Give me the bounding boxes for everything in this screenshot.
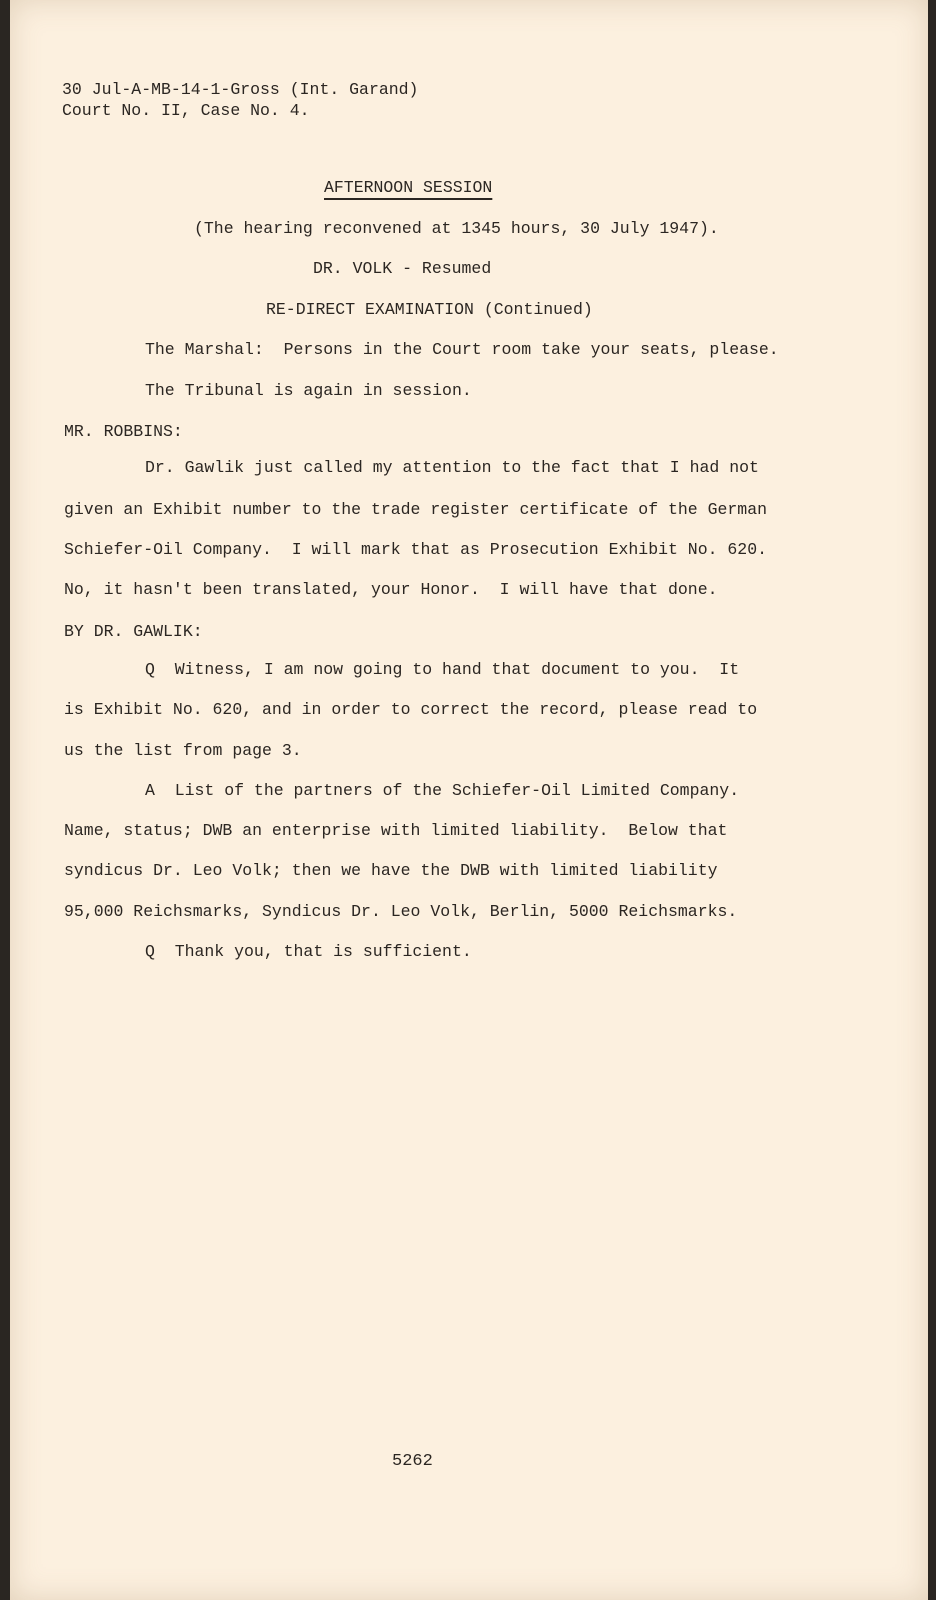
speaker-label: BY DR. GAWLIK: (64, 622, 203, 641)
transcript-line: is Exhibit No. 620, and in order to correct the record, please read to (64, 700, 758, 719)
transcript-line: A List of the partners of the Schiefer-Oil Limited Company. (145, 781, 740, 800)
speaker-label: MR. ROBBINS: (64, 422, 183, 441)
transcript-line: syndicus Dr. Leo Volk; then we have the DWB with limited liability (64, 861, 718, 880)
transcript-line: Dr. Gawlik just called my attention to the fact that I had not (145, 458, 759, 477)
transcript-line: given an Exhibit number to the trade register certificate of the German (64, 500, 768, 519)
examination-heading: RE-DIRECT EXAMINATION (Continued) (266, 300, 593, 319)
transcript-line: Q Witness, I am now going to hand that document to you. It (145, 660, 740, 679)
transcript-line: The Marshal: Persons in the Court room take your seats, please. (145, 340, 779, 359)
header-case-reference: 30 Jul-A-MB-14-1-Gross (Int. Garand) (62, 80, 419, 99)
transcript-line: 95,000 Reichsmarks, Syndicus Dr. Leo Volk, Berlin, 5000 Reichsmarks. (64, 902, 738, 921)
transcript-line: Name, status; DWB an enterprise with limited liability. Below that (64, 821, 728, 840)
session-title: AFTERNOON SESSION (324, 178, 493, 197)
transcript-line: The Tribunal is again in session. (145, 381, 472, 400)
reconvened-note: (The hearing reconvened at 1345 hours, 30 July 1947). (194, 219, 719, 238)
transcript-line: No, it hasn't been translated, your Honor. I will have that done. (64, 580, 718, 599)
document-page (10, 0, 928, 1600)
transcript-line: us the list from page 3. (64, 741, 302, 760)
witness-heading: DR. VOLK - Resumed (313, 259, 492, 278)
header-court-number: Court No. II, Case No. 4. (62, 101, 310, 120)
transcript-line: Q Thank you, that is sufficient. (145, 942, 472, 961)
transcript-line: Schiefer-Oil Company. I will mark that as Prosecution Exhibit No. 620. (64, 540, 768, 559)
page-number: 5262 (392, 1452, 433, 1471)
